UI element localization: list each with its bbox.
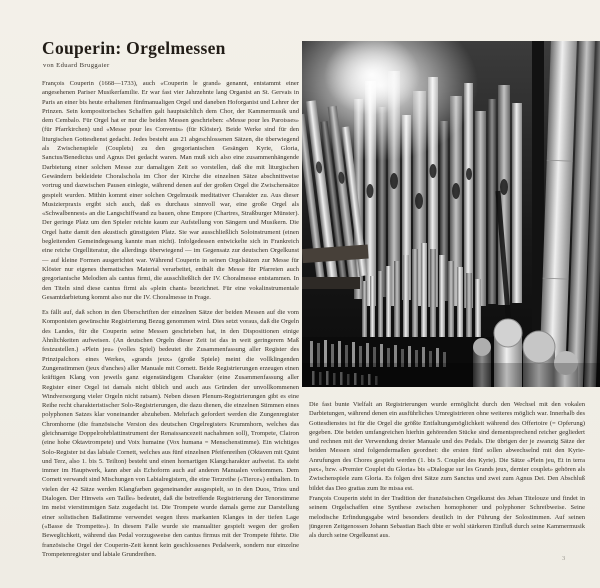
article-right-column (309, 400, 585, 568)
byline: von Eduard Bruggaier (43, 62, 110, 69)
article-left-column (42, 79, 299, 563)
organ-pipes-photo (302, 41, 600, 387)
paragraph: Die fast bunte Vielfalt an Registrierungen wurde ermöglicht durch den Wechsel mit den vokalen Darbietungen, während denen ein ausführliches Umregistrieren ohne weiteres möglich war. Innerhalb des Gottesdienstes ist für die Orgel die größte Entfaltungsmöglichkeit während des Offertoire (= Opferung) gegeben. Die beiden umfangreichen hierhin gehörenden Stücke sind dementsprechend reicher gegliedert und rechnen mit der Verwendung dreier Manuale und des Pedals. Die übrigen der je zwanzig Sätze der beiden Messen sind folgendermaßen geordnet: die ersten fünf sollen abwechselnd mit den Kyrie-Anrufungen des Chores gespielt werden (1. bis 5. Couplet des Kyrie). Die Sätze «Plein jeu, Et in terra pax», bzw. «Premier Couplet du Gloria» bis «Dialogue sur les Grands jeux, dernier couplet» gehören als Zwischenspiele zum Gloria. Es folgen drei Sätze zum Sanctus und zwei zum Agnus Dei. Den Abschluß bildet das Deo gratias zum Ite missa est. (309, 401, 585, 492)
page-number: 3 (562, 555, 566, 562)
paragraph: François Couperin (1668—1733), auch «Couperin le grand» genannt, entstammt einer angesehenen Pariser Musikerfamilie. Er war fast vier Jahrzehnte lang Organist an St. Gervais in Paris an einer bis heute erhaltenen fünfmanualigen Orgel und daneben Hoforganist und Lehrer der Prinzen. Sein kompositorisches Schaffen galt hauptsächlich dem Chor, der Kammermusik und dem Cembalo. Für Orgel hat er nur die beiden Messen geschrieben: «Messe pour les Paroisses» (für Pfarrkirchen) und «Messe pour les Convents» (für Klöster). Beide Werke sind für den liturgischen Gottesdienst gedacht. Jedes besteht aus 21 abgeschlossenen Sätzen, die überwiegend als Zwischenspiele (Couplets) zu den gregorianischen Gesängen Kyrie, Gloria, Sanctus/Benedictus und Agnus Dei gedacht waren. Man muß sich also eine zusammenhängende Darbietung einer solchen Messe zur damaligen Zeit so vorstellen, daß die mit liturgischen Gewändern bekleidete Choralschola im Chor der Kirche die einzelnen Sätze abschnittweise vortrug und dazwischen Pausen einlegte, während denen auf der großen Orgel die Zwischensätze gespielt wurden. Mithin kommt einer solchen Orgelmusik meditativer Charakter zu. Aus dieser Musizierpraxis ergibt sich auch, daß es durchaus sinnvoll war, eine große Orgel als «Schwalbennest» an die Langschiffwand zu bauen, ohne Empore (Chartres, Straßburger Münster). Der geringe Platz um den Spieler reichte kaum zur Aufstellung von Sängern und Musikern. Die Orgel hatte damit den akustisch günstigsten Platz. Sie war ausschließlich Soloinstrument (einen begleitenden Gemeindegesang kannte man nicht). Infolgedessen entwickelte sich in Frankreich eine reiche Orgelliteratur, die allerdings überwiegend — im Gegensatz zur deutschen Orgelkunst — auf kleine Formen ausgerichtet war. Während Couperin in seinen Orgelsätzen zur Messe für Klöster nur eigenes thematisches Material verarbeitet, enthält die Messe für Pfarreien auch gregorianische Melodien als cantus firmi, die ausschließlich der IV. Choralmesse entstammen. In den Titeln sind diese cantus firmi als «plein chant» bezeichnet. Für eine vokalinstrumentale Gesamtdarbietung kommt also nur die IV. Choralmesse in Frage. (42, 80, 299, 301)
paragraph: Es fällt auf, daß schon in den Überschriften der einzelnen Sätze der beiden Messen auf die vom Komponisten gewünschte Registrierung Bezug genommen wird. Dies setzt voraus, daß die Orgeln des Landes, für die Couperin seine Messen geschrieben hat, in den Dispositionen einige Ähnlichkeiten aufweisen. (An deutschen Orgeln dieser Zeit ist das in weit geringerem Maß festzustellen.) «Plein jeu» (volles Spiel) bedeutet die Zusammenfassung aller Register des Prinzipalchors eines Werkes, «grands jeux» (große Spiele) meint die vollklingenden Zungenstimmen (jeux d'anches) aller Manuale mit Cornett. Beide Registrierungen erzeugen einen kräftigen Klang von jeweils ganz eigenständigem Charakter (eine Zusammenfassung aller Register einer Orgel ist damals nicht üblich und auch aus Gründen der unvollkommenen Windversorgung vieler Orgeln nicht ratsam). Neben diesen Plenum-Registrierungen gibt es eine Reihe recht charakteristischer Solo-Registrierungen, die dazu dienen, die einzelnen Stimmen eines polyphonen Satzes klar voneinander abzuheben. Mehrfach gefordert werden die Zungenregister Chromhorne (die französische Version des deutschen Orgelregisters Krummhorn, welches das gleichnamige Doppelrohrblattinstrument der Renaissancezeit nachahmen soll), Trompete, Clairon (eine hohe Oktavtrompete) und Voix humaine (Vox humana = Menschenstimme). Ein wichtiges Solo-Register ist das labiale Cornett, welches aus fünf einzelnen Pfeifenreihen (Oktaven mit Quint und Terz, also 1. bis 5. Teilton) besteht und einen hornartigen Klangcharakter aufweist. Es steht immer im Hauptwerk, kann aber als Echoform auch auf anderen Manualen vorkommen. Dem Cornett verwandt sind Mischungen von Labialregistern, die eine Terzreihe («Tierce») enthalten. In vielen der 42 Sätze werden Klangfarben gegeneinander ausgespielt, so in den Duos, Trios und Dialogen. Der Hinweis «en Taille» bedeutet, daß die betreffende Registrierung der Tenorstimme im meist vierstimmigen Satz zugedacht ist. Die Trompete wurde damals gerne zur Darstellung einer solistischen Baßstimme verwendet wegen ihres markanten Klanges in der tiefen Lage («Basse de Trompette»). In diesem Falle wurde sie manualiter gespielt wegen der großen Beweglichkeit, während das Pedal vorzugsweise den cantus firmus mit der Trompete führte. Die französische Orgel der Couperin-Zeit kennt kein geschlossenes Pedalwerk, sondern nur einzelne Trompetenregister und labiale Grundreihen. (42, 309, 299, 558)
paragraph: François Couperin steht in der Tradition der französischen Orgelkunst des Jehan Titelouze und findet in seinem Orgelschaffen eine Synthese zwischen homophoner und polyphoner Schreibweise. Seine melodische Erfindungsgabe wird besonders deutlich in der Führung der Solostimmen. Auf seinen jüngeren Zeitgenossen Johann Sebastian Bach übte er wohl stärkeren Einfluß durch seine Kammermusik als durch seine Orgelkunst aus. (309, 494, 585, 540)
page-title: Couperin: Orgelmessen (42, 38, 226, 58)
